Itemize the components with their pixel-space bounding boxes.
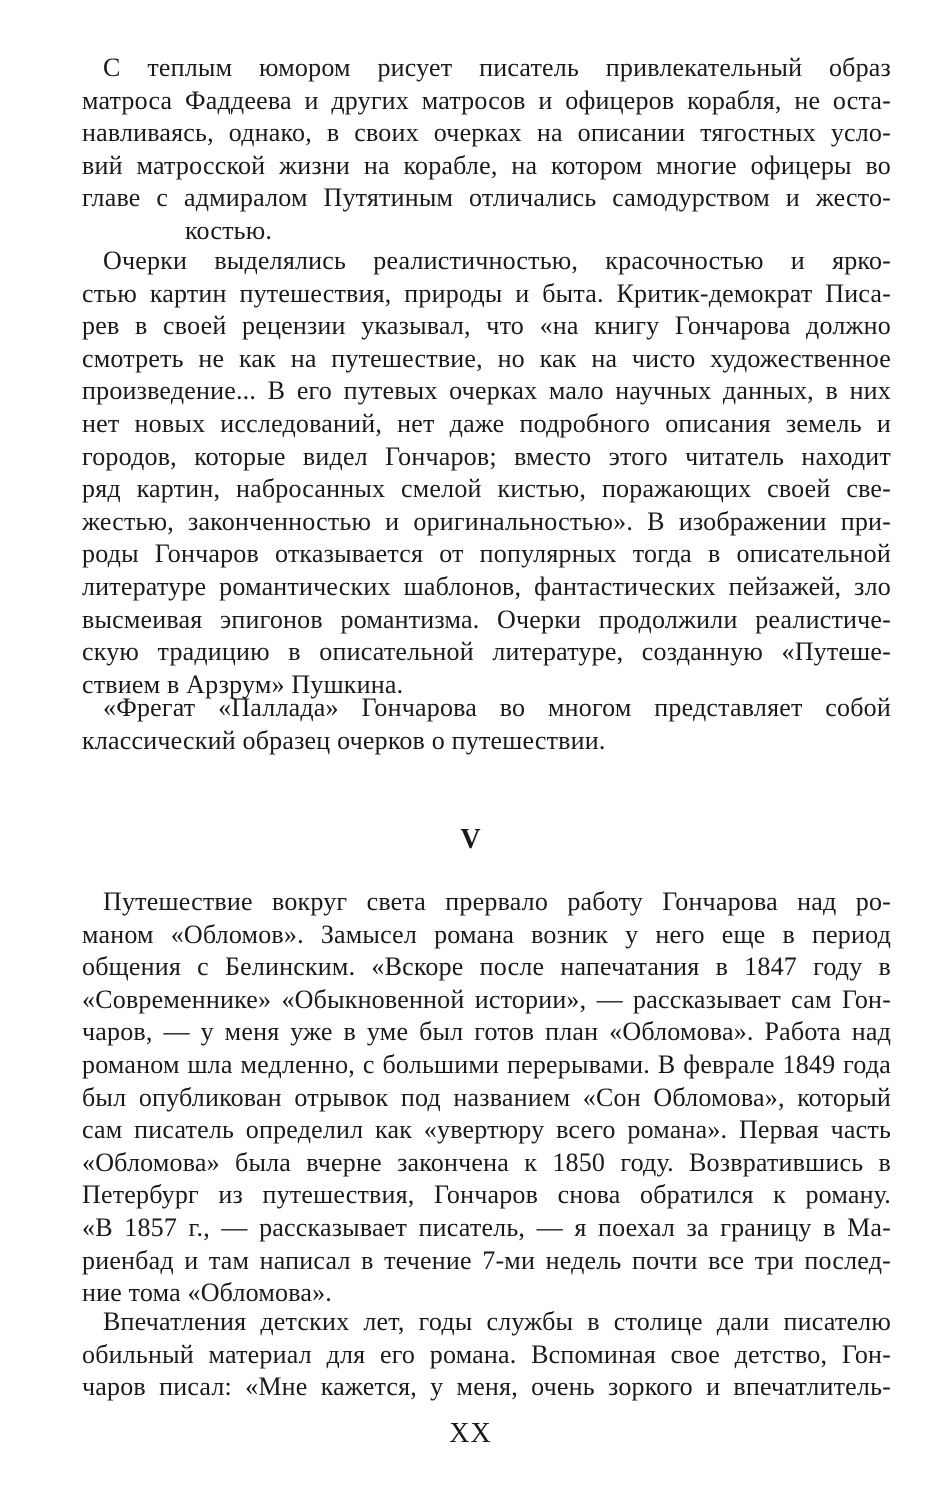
page-number: XX [449, 1418, 492, 1449]
text-line: ствием в Арзрум» Пушкина. [82, 669, 404, 699]
paragraph-5 [82, 1306, 891, 1404]
text-line: Очерки выделялись реалистичностью, красочностью и ярко- [103, 246, 891, 275]
paragraph-1 [82, 52, 891, 248]
text-line: костью. [185, 215, 273, 245]
text-line: риенбад и там написал в течение 7-ми недель почти все три послед- [82, 1245, 891, 1275]
text-line: С теплым юмором рисует писатель привлекательный образ [103, 53, 891, 82]
paragraph-2 [82, 245, 891, 701]
paragraph-4 [82, 886, 891, 1310]
text-line: литературе романтических шаблонов, фантастических пейзажей, зло [82, 571, 891, 601]
text-line: высмеивая эпигонов романтизма. Очерки продолжили реалистиче- [82, 604, 891, 634]
text-line: классический образец очерков о путешествии. [82, 725, 606, 755]
paragraph-3 [82, 692, 891, 757]
text-line: роды Гончаров отказывается от популярных тогда в описательной [82, 539, 891, 569]
text-line: вий матросской жизни на корабле, на котором многие офицеры во [82, 150, 891, 180]
text-line: навливаясь, однако, в своих очерках на описании тягостных усло- [82, 118, 891, 148]
text-line: был опубликован отрывок под названием «Сон Обломова», который [82, 1082, 891, 1112]
text-line: Впечатления детских лет, годы службы в столице дали писателю [103, 1307, 891, 1336]
text-line: общения с Белинским. «Вскоре после напечатания в 1847 году в [82, 952, 891, 982]
text-line: городов, которые видел Гончаров; вместо этого читатель находит [82, 441, 891, 471]
text-line: матроса Фаддеева и других матросов и офицеров корабля, не оста- [82, 85, 891, 115]
text-line: «В 1857 г., — рассказывает писатель, — я поехал за границу в Ма- [82, 1212, 891, 1242]
text-line: главе с адмиралом Путятиным отличались самодурством и жесто- [82, 183, 891, 213]
text-line: Путешествие вокруг света прервало работу Гончарова над ро- [103, 887, 891, 916]
text-line: скую традицию в описательной литературе, созданную «Путеше- [82, 637, 891, 667]
text-line: «Современнике» «Обыкновенной истории», — рассказывает сам Гон- [82, 984, 891, 1014]
text-line: «Фрегат «Паллада» Гончарова во многом представляет собой [103, 693, 891, 722]
text-line: чаров, — у меня уже в уме был готов план «Обломова». Работа над [82, 1017, 891, 1047]
text-line: сам писатель определил как «увертюру всего романа». Первая часть [82, 1115, 891, 1145]
text-line: романом шла медленно, с большими перерывами. В феврале 1849 года [82, 1049, 891, 1079]
text-line: ние тома «Обломова». [82, 1278, 332, 1308]
text-line: смотреть не как на путешествие, но как на чисто художественное [82, 343, 891, 373]
text-line: чаров писал: «Мне кажется, у меня, очень зоркого и впечатлитель- [82, 1372, 891, 1402]
text-line: рев в своей рецензии указывал, что «на книгу Гончарова должно [82, 311, 891, 341]
text-line: произведение... В его путевых очерках мало научных данных, в них [82, 376, 891, 406]
text-line: ряд картин, набросанных смелой кистью, поражающих своей све- [82, 474, 891, 504]
text-line: маном «Обломов». Замысел романа возник у него еще в период [82, 919, 891, 949]
text-line: стью картин путешествия, природы и быта. Критик-демократ Писа- [82, 278, 891, 308]
section-heading: V [460, 824, 481, 855]
text-line: Петербург из путешествия, Гончаров снова обратился к роману. [82, 1180, 891, 1210]
text-line: «Обломова» была вчерне закончена к 1850 году. Возвратившись в [82, 1147, 891, 1177]
text-line: обильный материал для его романа. Вспоминая свое детство, Гон- [82, 1339, 891, 1369]
text-line: жестью, законченностью и оригинальностью». В изображении при- [82, 506, 891, 536]
text-line: нет новых исследований, нет даже подробного описания земель и [82, 408, 891, 438]
